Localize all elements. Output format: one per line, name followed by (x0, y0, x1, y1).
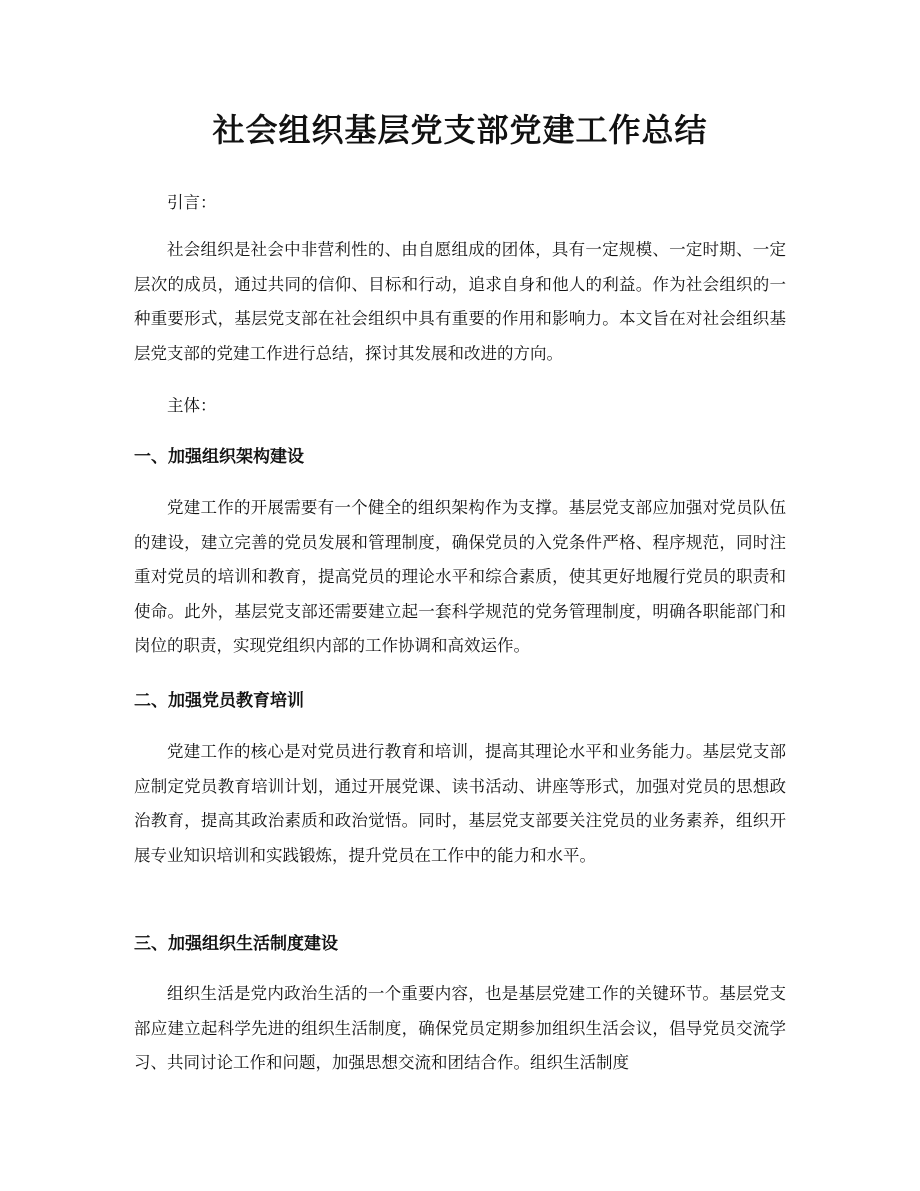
intro-label: 引言： (167, 193, 217, 212)
section-paragraph-2: 党建工作的核心是对党员进行教育和培训，提高其理论水平和业务能力。基层党支部应制定党员教育培训计划，通过开展党课、读书活动、讲座等形式，加强对党员的思想政治教育，提高其政治素质和政治觉悟。同时，基层党支部要关注党员的业务素养，组织开展专业知识培训和实践锻炼，提升党员在工作中的能力和水平。 (134, 742, 786, 865)
section-paragraph-3: 组织生活是党内政治生活的一个重要内容，也是基层党建工作的关键环节。基层党支部应建立起科学先进的组织生活制度，确保党员定期参加组织生活会议，倡导党员交流学习、共同讨论工作和问题，加强思想交流和团结合作。组织生活制度 (134, 984, 786, 1072)
section-heading-1: 一、加强组织架构建设 (134, 447, 304, 467)
section-paragraph-1: 党建工作的开展需要有一个健全的组织架构作为支撑。基层党支部应加强对党员队伍的建设，建立完善的党员发展和管理制度，确保党员的入党条件严格、程序规范，同时注重对党员的培训和教育，提高党员的理论水平和综合素质，使其更好地履行党员的职责和使命。此外，基层党支部还需要建立起一套科学规范的党务管理制度，明确各职能部门和岗位的职责，实现党组织内部的工作协调和高效运作。 (134, 498, 786, 655)
intro-paragraph: 社会组织是社会中非营利性的、由自愿组成的团体，具有一定规模、一定时期、一定层次的成员，通过共同的信仰、目标和行动，追求自身和他人的利益。作为社会组织的一种重要形式，基层党支部在社会组织中具有重要的作用和影响力。本文旨在对社会组织基层党支部的党建工作进行总结，探讨其发展和改进的方向。 (134, 240, 786, 363)
section-heading-2: 二、加强党员教育培训 (134, 691, 304, 711)
document-title: 社会组织基层党支部党建工作总结 (212, 111, 708, 149)
body-label: 主体： (167, 396, 217, 415)
section-heading-3: 三、加强组织生活制度建设 (134, 934, 338, 954)
